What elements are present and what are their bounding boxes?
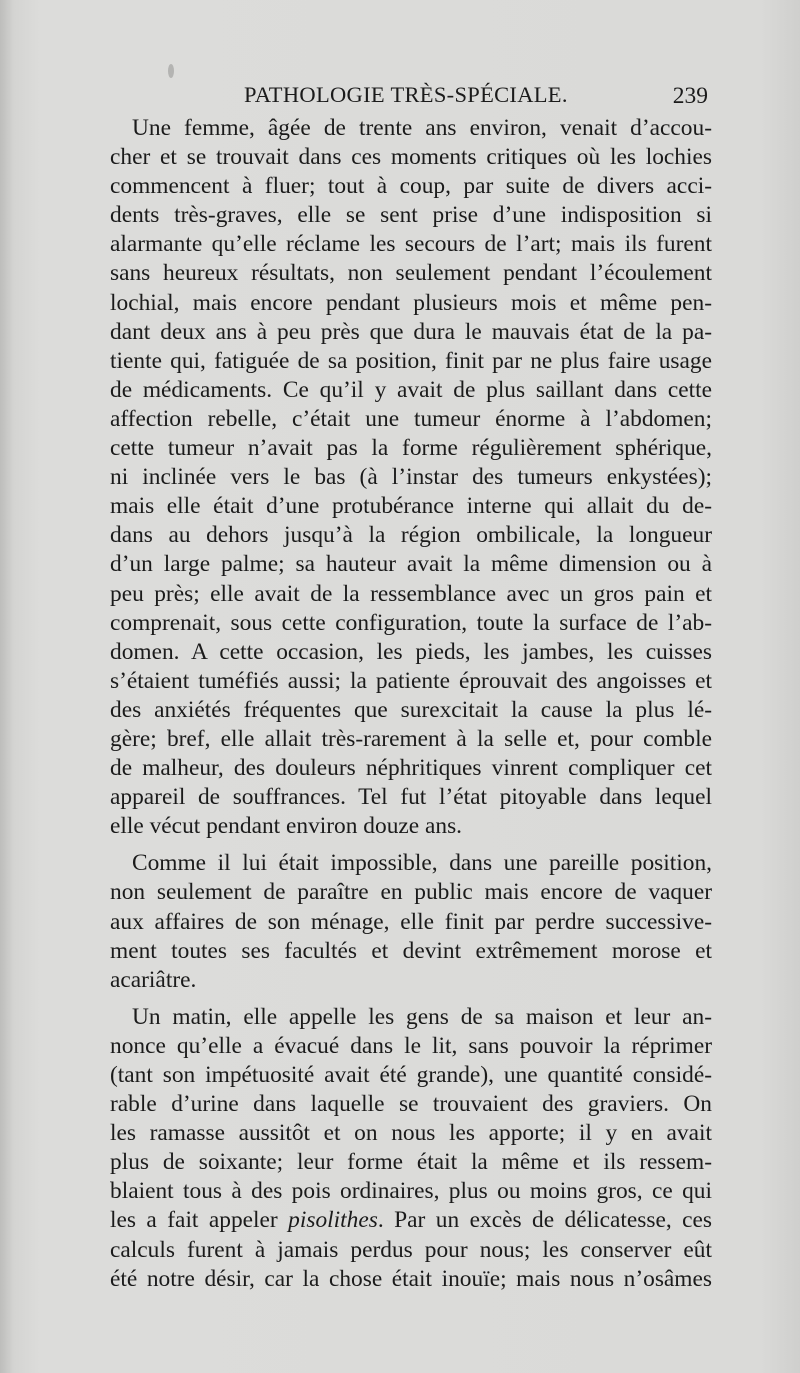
text-line: ment toutes ses facultés et devint extrêmement morose et: [110, 937, 712, 964]
text-line: de médicaments. Ce qu’il y avait de plus saillant dans cette: [110, 376, 712, 403]
text-line: Un matin, elle appelle les gens de sa maison et leur an-: [132, 1003, 712, 1030]
text-line: dents très-graves, elle se sent prise d’une indisposition si: [110, 202, 712, 229]
page-header: [110, 82, 710, 112]
italic-term: pisolithes: [288, 1207, 378, 1234]
text-line: non seulement de paraître en public mais encore de vaquer: [110, 879, 712, 906]
text-line: de malheur, des douleurs néphritiques vinrent compliquer cet: [110, 755, 712, 782]
paragraph-2: [110, 849, 712, 994]
text-line: Comme il lui était impossible, dans une pareille position,: [132, 850, 712, 877]
text-line: plus de soixante; leur forme était la même et ils ressem-: [110, 1149, 712, 1176]
text-line: alarmante qu’elle réclame les secours de l’art; mais ils furent: [110, 231, 712, 258]
text-line: Une femme, âgée de trente ans environ, venait d’accou-: [132, 115, 712, 141]
text-line: des anxiétés fréquentes que surexcitait la cause la plus lé-: [110, 696, 712, 723]
text-line: aux affaires de son ménage, elle finit par perdre successive-: [110, 908, 712, 935]
text-segment: les a fait appeler: [110, 1207, 289, 1234]
page-number: 239: [672, 83, 708, 109]
text-line: sans heureux résultats, non seulement pendant l’écoulement: [110, 260, 712, 287]
running-title: PATHOLOGIE TRÈS-SPÉCIALE.: [244, 82, 568, 107]
text-line: affection rebelle, c’était une tumeur énorme à l’abdomen;: [110, 405, 712, 432]
text-line: cher et se trouvait dans ces moments critiques où les lochies: [110, 144, 712, 171]
text-line: lochial, mais encore pendant plusieurs mois et même pen-: [110, 289, 712, 316]
text-line: ni inclinée vers le bas (à l’instar des tumeurs enkystées);: [110, 464, 712, 491]
text-line: dant deux ans à peu près que dura le mauvais état de la pa-: [110, 318, 712, 345]
text-line: gère; bref, elle allait très-rarement à la selle et, pour comble: [110, 725, 712, 752]
text-line: d’un large palme; sa hauteur avait la même dimension ou à: [110, 551, 712, 578]
text-line: tiente qui, fatiguée de sa position, finit par ne plus faire usage: [110, 347, 712, 374]
text-line: dans au dehors jusqu’à la région ombilicale, la longueur: [110, 522, 712, 549]
text-line: acariâtre.: [110, 966, 197, 993]
ink-smudge: [168, 64, 174, 78]
text-line: domen. A cette occasion, les pieds, les jambes, les cuisses: [110, 638, 712, 665]
body-text: [110, 114, 712, 1302]
text-line: calculs furent à jamais perdus pour nous; les conserver eût: [110, 1236, 712, 1263]
paragraph-1: [110, 114, 712, 841]
text-line: peu près; elle avait de la ressemblance avec un gros pain et: [110, 580, 712, 607]
text-line: nonce qu’elle a évacué dans le lit, sans pouvoir la réprimer: [110, 1032, 712, 1059]
paragraph-3: [110, 1003, 712, 1294]
text-line: blaient tous à des pois ordinaires, plus ou moins gros, ce qui: [110, 1178, 712, 1205]
text-line: s’étaient tuméfiés aussi; la patiente éprouvait des angoisses et: [110, 667, 712, 694]
text-line: cette tumeur n’avait pas la forme régulièrement sphérique,: [110, 435, 712, 462]
text-line: elle vécut pendant environ douze ans.: [110, 813, 463, 840]
text-line: mais elle était d’une protubérance interne qui allait du de-: [110, 493, 712, 520]
text-line: rable d’urine dans laquelle se trouvaient des graviers. On: [110, 1091, 712, 1118]
text-line: (tant son impétuosité avait été grande), une quantité considé-: [110, 1062, 712, 1088]
text-line-with-italic: [110, 1206, 712, 1235]
text-line: été notre désir, car la chose était inouïe; mais nous n’osâmes: [110, 1265, 712, 1292]
text-line: comprenait, sous cette configuration, toute la surface de l’ab-: [110, 609, 712, 636]
text-line: les ramasse aussitôt et on nous les apporte; il y en avait: [110, 1120, 712, 1147]
text-line: commencent à fluer; tout à coup, par suite de divers acci-: [110, 173, 712, 200]
text-segment: . Par un excès de délicatesse, ces: [377, 1207, 713, 1234]
text-line: appareil de souffrances. Tel fut l’état pitoyable dans lequel: [110, 784, 712, 811]
